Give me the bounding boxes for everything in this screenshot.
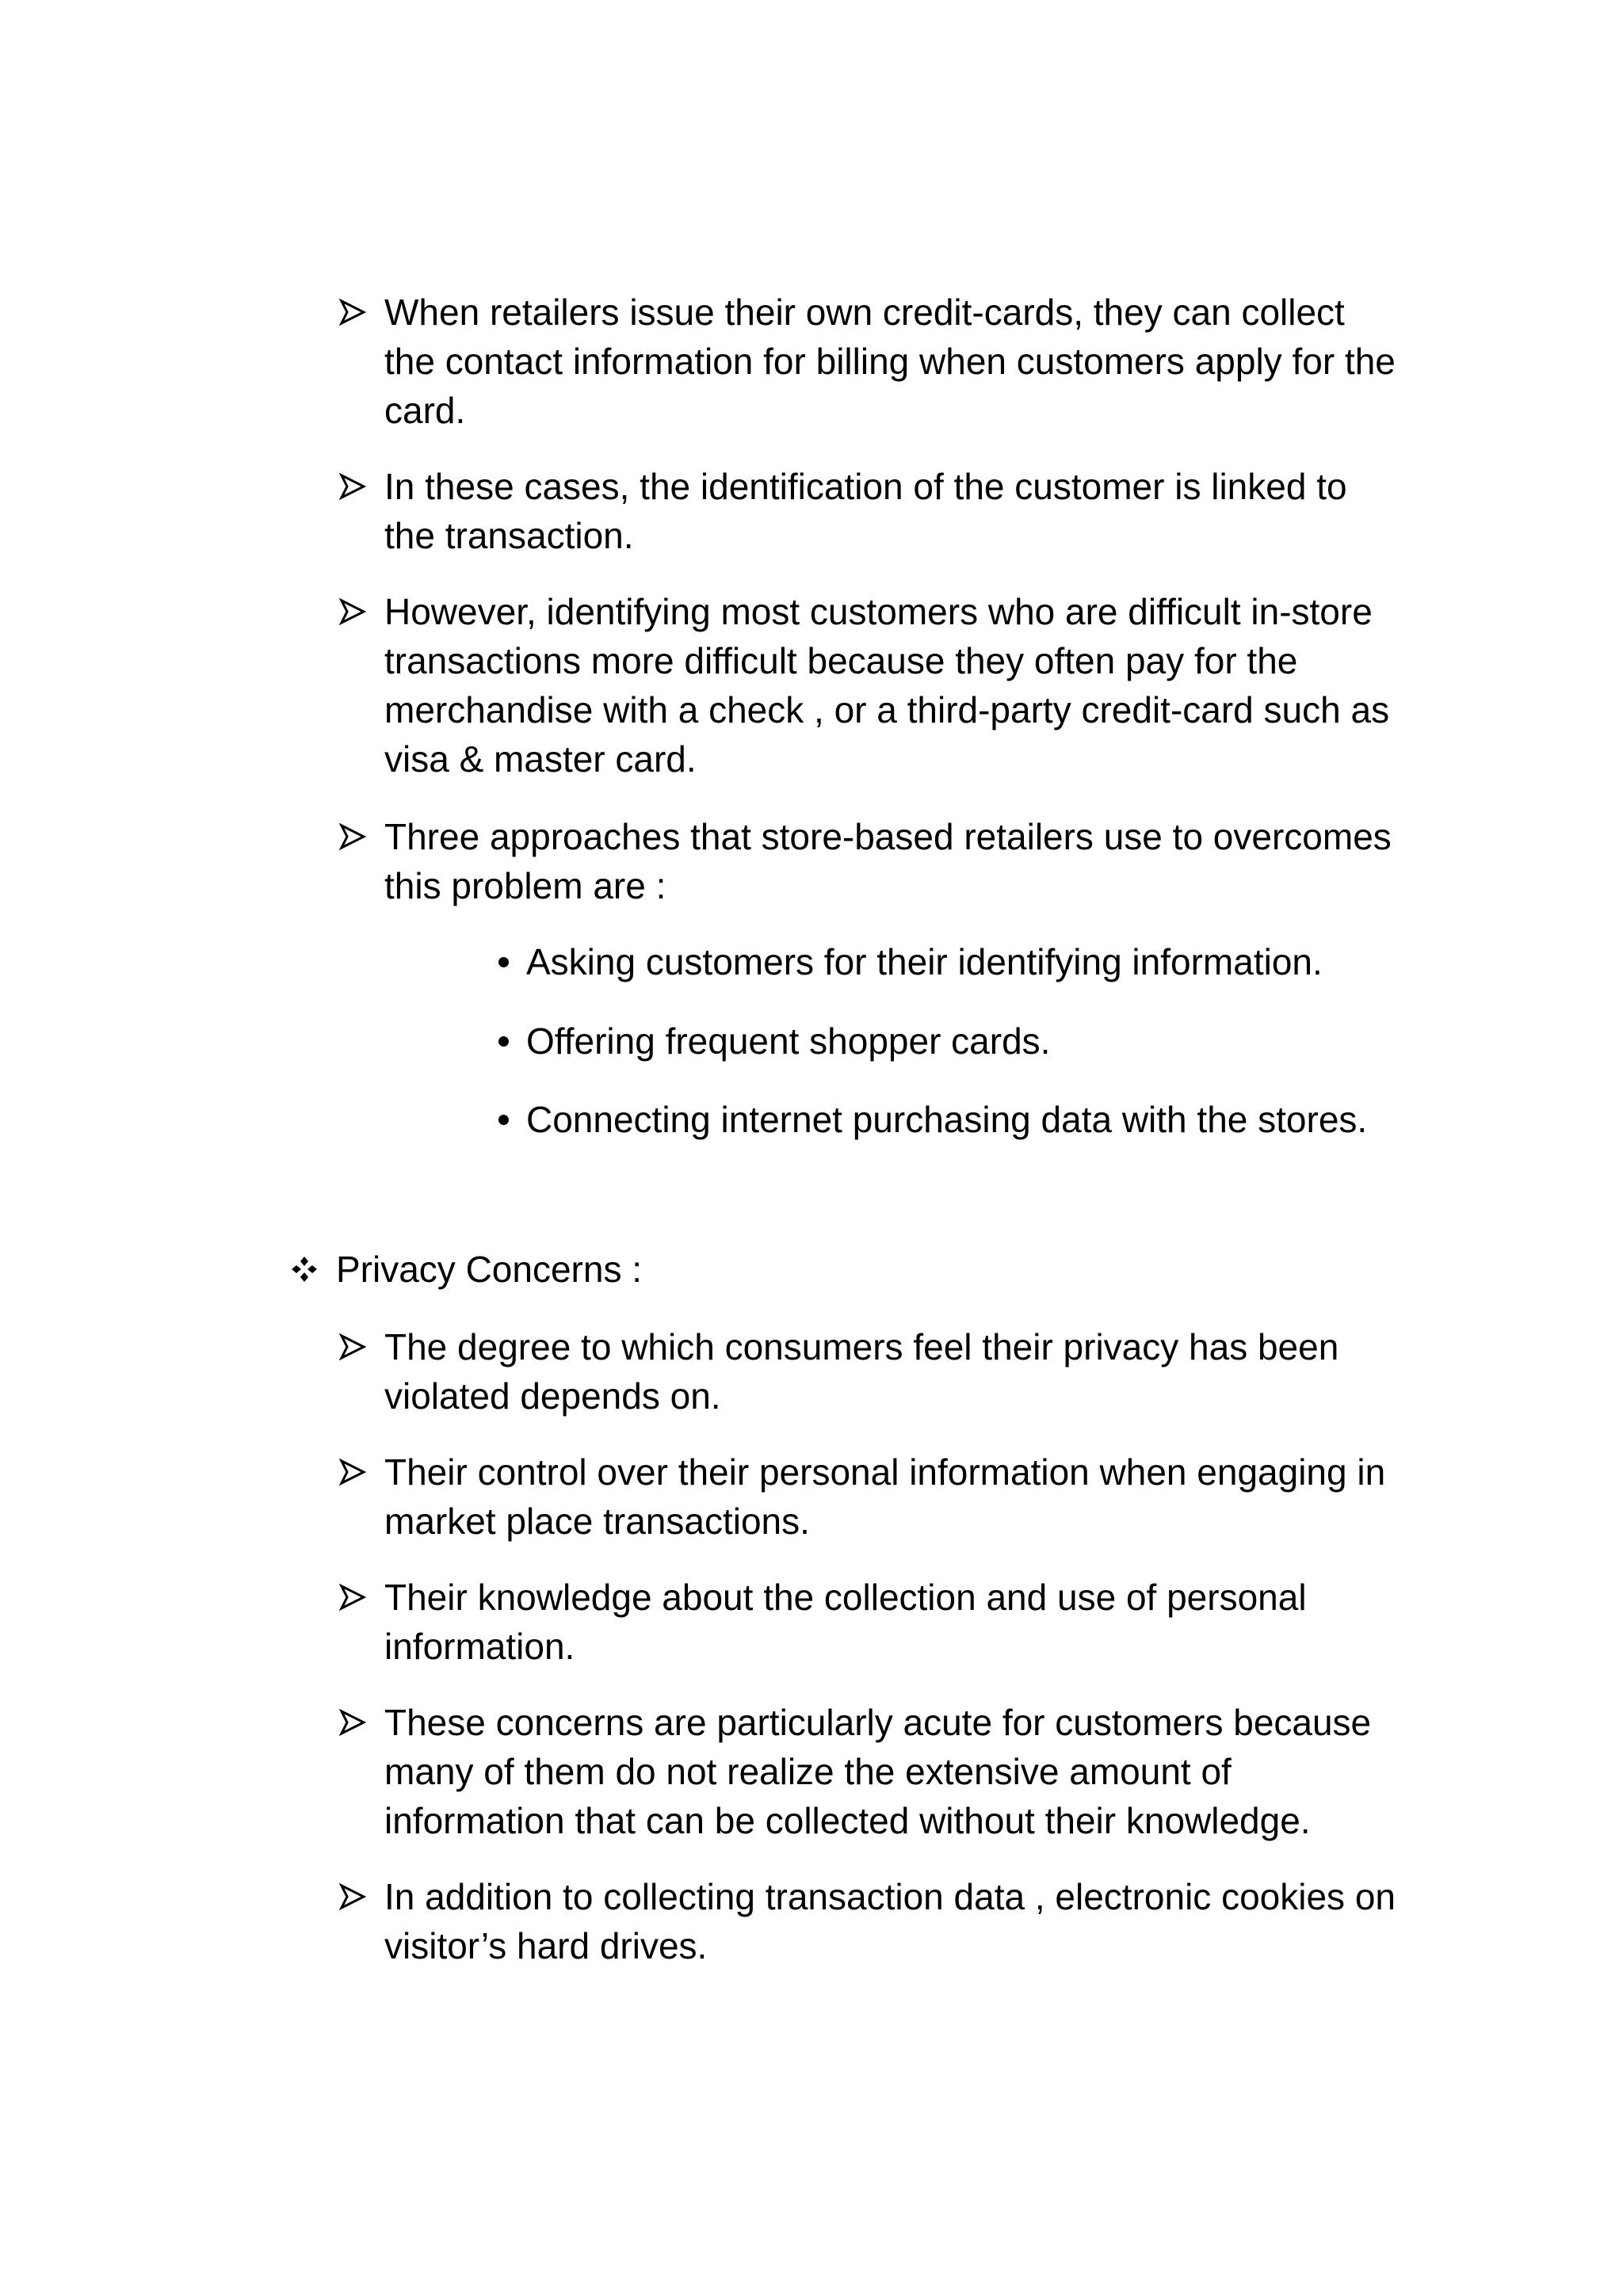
arrowhead-bullet-icon [337, 1872, 369, 1921]
arrowhead-bullet-icon [337, 812, 369, 861]
bullet-item [337, 1322, 1399, 1421]
bullet-text: Three approaches that store-based retailers use to overcomes this problem are : [384, 816, 1392, 906]
bullet-item [337, 1872, 1399, 1970]
round-bullet-icon [491, 1095, 515, 1144]
bullet-item [337, 1573, 1399, 1671]
arrowhead-bullet-icon [337, 587, 369, 636]
bullet-text: Their knowledge about the collection and use of personal information. [384, 1577, 1307, 1667]
sub-bullet-text: Asking customers for their identifying information. [526, 941, 1323, 982]
bullet-text: However, identifying most customers who are difficult in-store transactions more difficult because they often pay for the merchandise with a check , or a third-party credit-card such as visa & master card. [384, 591, 1390, 780]
round-bullet-icon [491, 1016, 515, 1066]
bullet-item [337, 1447, 1399, 1546]
bullet-text: When retailers issue their own credit-cards, they can collect the contact information for billing when customers apply for the card. [384, 292, 1396, 431]
bullet-item [337, 288, 1399, 435]
round-bullet-icon [491, 937, 515, 986]
sub-bullet-text: Connecting internet purchasing data with the stores. [526, 1099, 1368, 1140]
section-heading-text: Privacy Concerns : [336, 1249, 643, 1290]
bullet-text: Their control over their personal information when engaging in market place transactions. [384, 1451, 1386, 1542]
bullet-item [337, 462, 1399, 560]
arrowhead-bullet-icon [337, 1322, 369, 1371]
arrowhead-bullet-icon [337, 1447, 369, 1497]
sub-bullet-item [491, 1095, 1442, 1144]
bullet-text: In these cases, the identification of the customer is linked to the transaction. [384, 466, 1347, 556]
arrowhead-bullet-icon [337, 1573, 369, 1622]
sub-bullet-item [491, 937, 1442, 986]
four-diamond-bullet-icon [287, 1245, 322, 1294]
section-heading [287, 1245, 1396, 1294]
bullet-item [337, 812, 1399, 910]
bullet-item [337, 1698, 1399, 1845]
bullet-item [337, 587, 1399, 784]
arrowhead-bullet-icon [337, 462, 369, 511]
bullet-text: In addition to collecting transaction data , electronic cookies on visitor’s hard drives. [384, 1876, 1396, 1966]
bullet-text: The degree to which consumers feel their privacy has been violated depends on. [384, 1326, 1339, 1417]
arrowhead-bullet-icon [337, 1698, 369, 1747]
sub-bullet-text: Offering frequent shopper cards. [526, 1020, 1051, 1062]
sub-bullet-item [491, 1016, 1442, 1066]
bullet-text: These concerns are particularly acute for customers because many of them do not realize the extensive amount of information that can be collected without their knowledge. [384, 1702, 1372, 1841]
arrowhead-bullet-icon [337, 288, 369, 337]
